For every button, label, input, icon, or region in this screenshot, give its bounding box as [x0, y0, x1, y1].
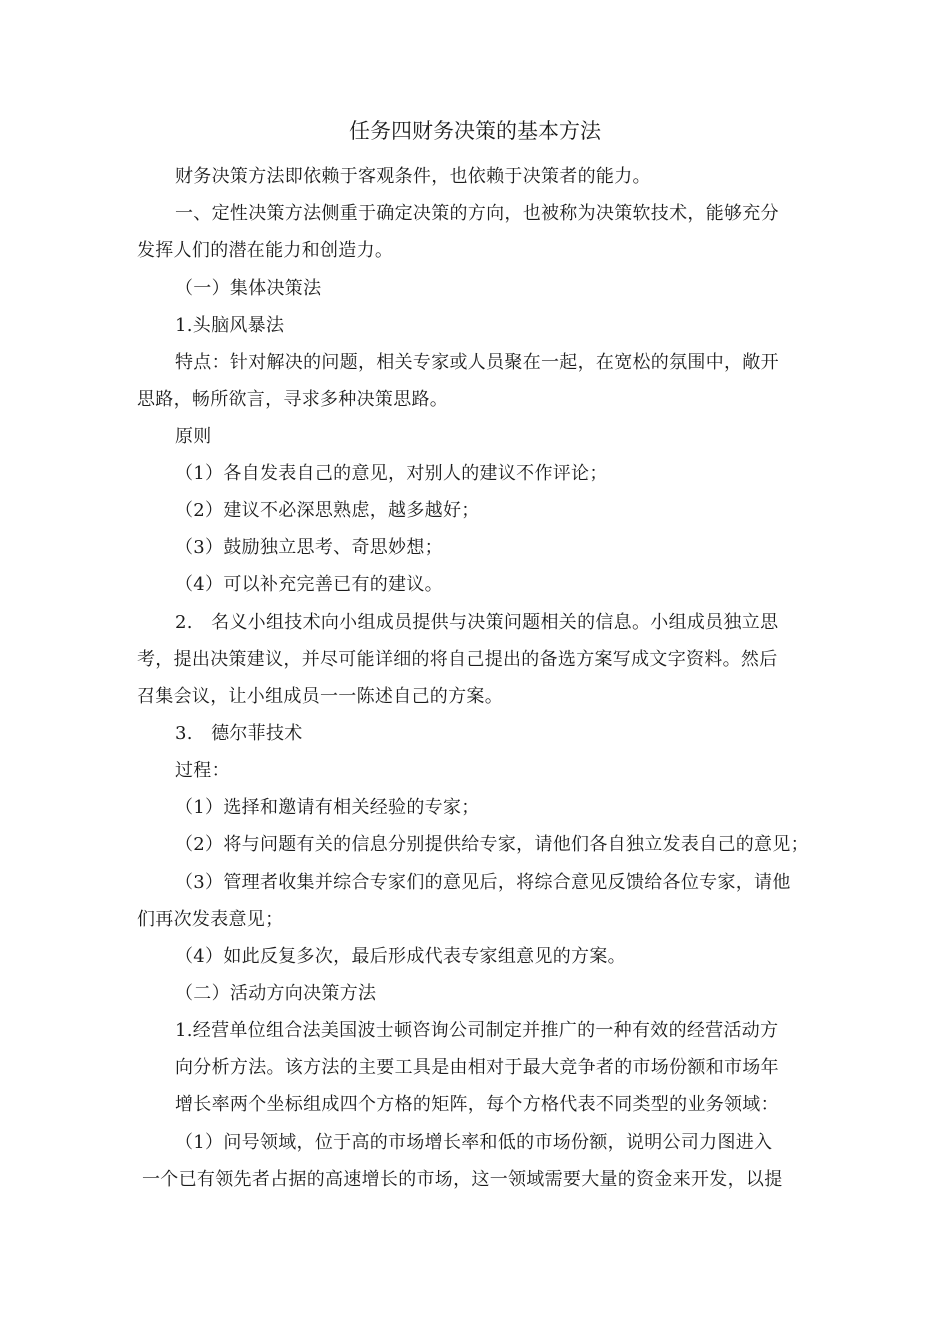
text-line: 特点：针对解决的问题，相关专家或人员聚在一起，在宽松的氛围中，敞开 [175, 352, 779, 373]
text-line: 们再次发表意见； [137, 909, 284, 930]
document-title: 任务四财务决策的基本方法 [349, 119, 601, 143]
subsection-heading: 1.头脑风暴法 [175, 315, 285, 336]
text-line: 过程： [175, 760, 230, 781]
text-line: 一个已有领先者占据的高速增长的市场，这一领域需要大量的资金来开发，以提 [142, 1169, 783, 1190]
list-item: （2）将与问题有关的信息分别提供给专家，请他们各自独立发表自己的意见； [175, 834, 809, 855]
list-item: （1）各自发表自己的意见，对别人的建议不作评论； [175, 463, 608, 484]
subsection-heading: 1.经营单位组合法美国波士顿咨询公司制定并推广的一种有效的经营活动方 [175, 1020, 779, 1041]
list-item: （1）选择和邀请有相关经验的专家； [175, 797, 480, 818]
text-line: 向分析方法。该方法的主要工具是由相对于最大竞争者的市场份额和市场年 [175, 1057, 779, 1078]
text-line: 考，提出决策建议，并尽可能详细的将自己提出的备选方案写成文字资料。然后 [137, 649, 778, 670]
list-item: （3）鼓励独立思考、奇思妙想； [175, 537, 443, 558]
text-line: 财务决策方法即依赖于客观条件，也依赖于决策者的能力。 [175, 166, 651, 187]
list-item: （2）建议不必深思熟虑，越多越好； [175, 500, 480, 521]
list-item: （1）问号领域，位于高的市场增长率和低的市场份额，说明公司力图进入 [175, 1132, 773, 1153]
subsection-heading: 3. 德尔菲技术 [175, 723, 303, 744]
text-line: 思路，畅所欲言，寻求多种决策思路。 [137, 389, 449, 410]
section-heading: （一）集体决策法 [175, 278, 322, 299]
text-line: 发挥人们的潜在能力和创造力。 [137, 240, 394, 261]
section-heading: （二）活动方向决策方法 [175, 983, 377, 1004]
text-line: 一、定性决策方法侧重于确定决策的方向，也被称为决策软技术，能够充分 [175, 203, 779, 224]
text-line: 增长率两个坐标组成四个方格的矩阵，每个方格代表不同类型的业务领域： [175, 1094, 779, 1115]
subsection-heading: 2. 名义小组技术向小组成员提供与决策问题相关的信息。小组成员独立思 [175, 612, 779, 633]
text-line: 原则 [175, 426, 212, 447]
text-line: 召集会议，让小组成员一一陈述自己的方案。 [137, 686, 503, 707]
list-item: （3）管理者收集并综合专家们的意见后，将综合意见反馈给各位专家，请他 [175, 872, 791, 893]
list-item: （4）如此反复多次，最后形成代表专家组意见的方案。 [175, 946, 626, 967]
list-item: （4）可以补充完善已有的建议。 [175, 574, 443, 595]
